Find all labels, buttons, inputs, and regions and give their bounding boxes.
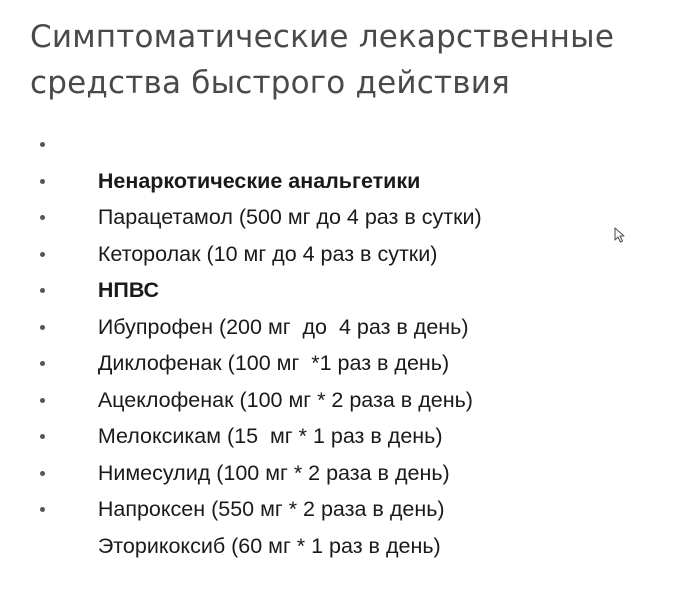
bullet-point-icon [40,398,45,403]
bullet-item-text: Напроксен (550 мг * 2 раза в день) [97,497,445,521]
bullet-item-text: Диклофенак (100 мг *1 раз в день) [97,351,450,375]
bullet-item-ketorolac [38,199,482,266]
bullet-item-text: НПВС [97,278,160,302]
bullet-item-text: Ибупрофен (200 мг до 4 раз в день) [97,314,469,339]
bullet-item-diclofenac [38,309,482,375]
bullet-item-paracetamol [38,163,482,229]
bullet-item-nimesulide [38,418,482,485]
bullet-item-naproxen [38,455,482,521]
bullet-point-icon [40,434,45,439]
bullet-point-icon [40,325,45,330]
bullet-point-icon [40,215,45,220]
bullet-item-meloxicam [38,382,482,448]
bullet-item-ibuprofen [38,272,482,339]
bullet-point-icon [40,179,45,184]
bullet-item-aceclofenac [38,345,482,412]
bullet-item-heading-analgesics [38,126,482,193]
bullet-point-icon [40,252,45,257]
slide-title [30,14,650,106]
bullet-point-icon [40,471,45,476]
mouse-pointer-icon [614,227,626,243]
slide-title-line-1: Симптоматические лекарственные [30,19,615,55]
bullet-item-text: Нимесулид (100 мг * 2 раза в день) [97,460,450,485]
bullet-item-etoricoxib [38,491,482,558]
bullet-item-text: Ненаркотические анальгетики [97,168,421,193]
bullet-point-icon [40,507,45,512]
bullet-item-text: Кеторолак (10 мг до 4 раз в сутки) [97,241,438,266]
bullet-item-text: Мелоксикам (15 мг * 1 раз в день) [97,424,443,448]
bullet-point-icon [40,142,45,147]
bullet-point-icon [40,361,45,366]
bullet-list [38,126,482,558]
bullet-item-text: Эторикоксиб (60 мг * 1 раз в день) [97,533,441,558]
bullet-point-icon [40,288,45,293]
bullet-item-heading-nsaids [38,236,482,302]
bullet-item-text: Ацеклофенак (100 мг * 2 раза в день) [97,387,473,412]
slide-title-line-2: средства быстрого действия [30,65,510,101]
bullet-item-text: Парацетамол (500 мг до 4 раз в сутки) [97,205,482,229]
